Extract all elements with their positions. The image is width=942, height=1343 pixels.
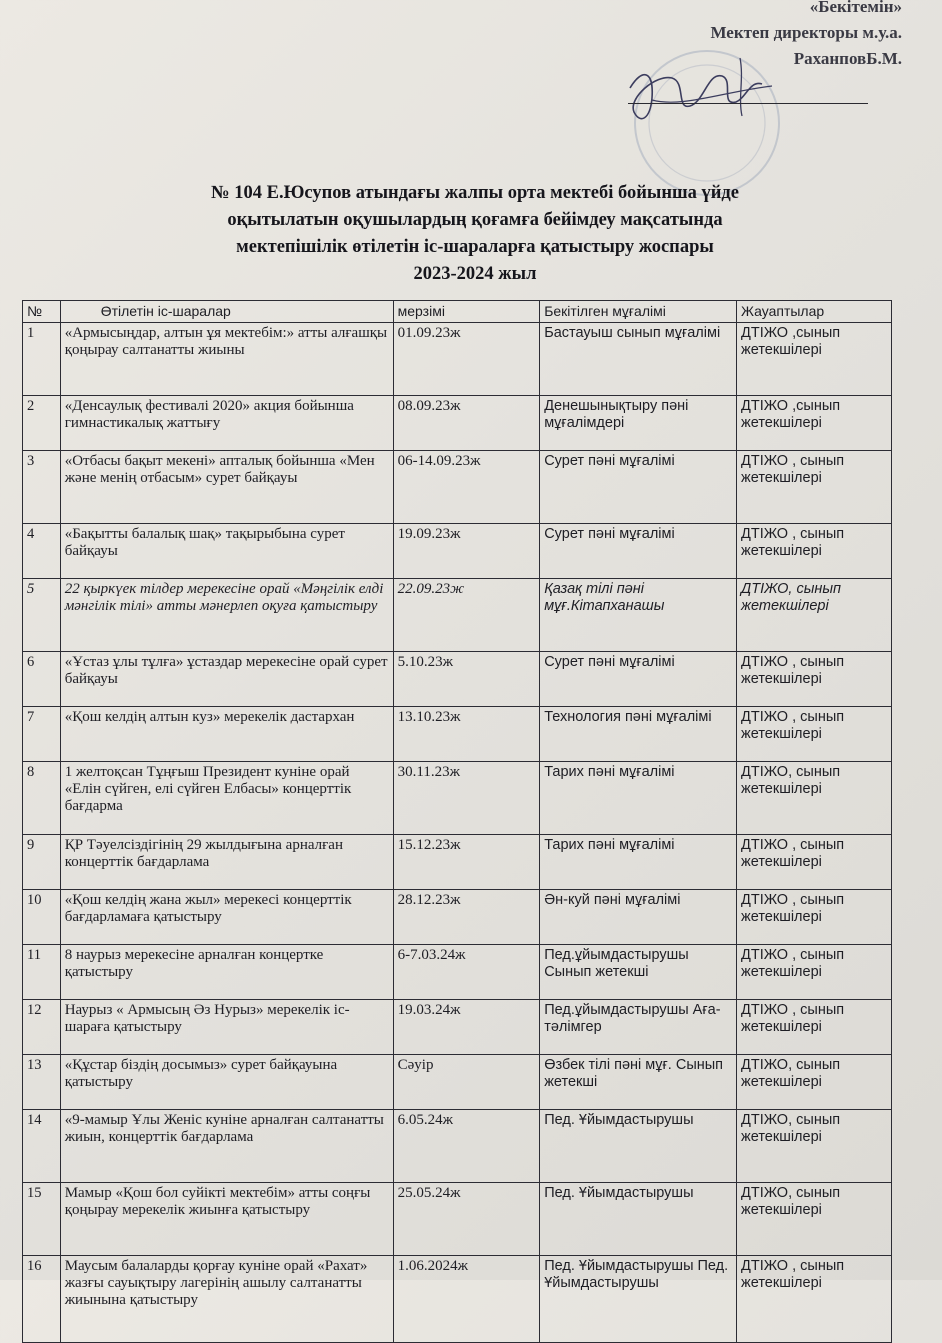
row-date: 01.09.23ж [393,323,540,396]
table-row [23,396,892,451]
table-row [23,1055,892,1110]
row-teacher: Тарих пәні мұғалімі [540,835,737,890]
row-responsible: ДТІЖО , сынып жетекшілері [737,652,892,707]
table-row [23,890,892,945]
row-teacher: Денешынықтыру пәні мұғалімдері [540,396,737,451]
row-responsible: ДТІЖО ,сынып жетекшілері [737,323,892,396]
approval-heading: «Бекітемін» [809,0,902,16]
row-number: 3 [23,451,61,524]
row-date: 06-14.09.23ж [393,451,540,524]
row-event: Наурыз « Армысың Әз Нурыз» мерекелік іс-шараға қатыстыру [60,1000,393,1055]
header-event: Өтілетін іс-шаралар [60,301,393,323]
row-event: 8 наурыз мерекесіне арналған концертке қатыстыру [60,945,393,1000]
table-row [23,524,892,579]
title-line-2: оқытылатын оқушылардың қоғамға бейімдеу мақсатында [227,210,723,230]
row-responsible: ДТІЖО, сынып жетекшілері [737,1110,892,1183]
approval-name: РаханповБ.М. [793,49,902,68]
row-number: 15 [23,1183,61,1256]
row-date: Сәуір [393,1055,540,1110]
row-event: ҚР Тәуелсіздігінің 29 жылдығына арналған концерттік бағдарлама [60,835,393,890]
table-row [23,1256,892,1343]
row-number: 13 [23,1055,61,1110]
row-date: 13.10.23ж [393,707,540,762]
row-teacher: Тарих пәні мұғалімі [540,762,737,835]
row-teacher: Бастауыш сынып мұғалімі [540,323,737,396]
row-date: 08.09.23ж [393,396,540,451]
table-row [23,762,892,835]
row-number: 9 [23,835,61,890]
header-date: мерзімі [393,301,540,323]
row-date: 6.05.24ж [393,1110,540,1183]
row-event: «Армысыңдар, алтын ұя мектебім:» атты алғашқы қоңырау салтанатты жиыны [60,323,393,396]
row-teacher: Пед. Ұйымдастырушы Пед. Ұйымдастырушы [540,1256,737,1343]
row-date: 25.05.24ж [393,1183,540,1256]
row-responsible: ДТІЖО, сынып жетекшілері [737,579,892,652]
row-responsible: ДТІЖО, сынып жетекшілері [737,1183,892,1256]
row-teacher: Сурет пәні мұғалімі [540,524,737,579]
row-number: 1 [23,323,61,396]
row-responsible: ДТІЖО , сынып жетекшілері [737,524,892,579]
row-event: Мамыр «Қош бол суйікті мектебім» атты соңғы қоңырау мерекелік жиынға қатыстыру [60,1183,393,1256]
row-responsible: ДТІЖО , сынып жетекшілері [737,707,892,762]
row-event: «Ұстаз ұлы тұлға» ұстаздар мерекесіне орай сурет байқауы [60,652,393,707]
table-row [23,835,892,890]
title-line-3: мектепішілік өтілетін іс-шараларға қатыстыру жоспары [236,237,714,257]
row-number: 7 [23,707,61,762]
header-teacher: Бекітілген мұғалімі [540,301,737,323]
table-header-row [23,301,892,323]
events-table [22,300,892,1343]
row-teacher: Технология пәні мұғалімі [540,707,737,762]
row-teacher: Пед. Ұйымдастырушы [540,1110,737,1183]
row-date: 15.12.23ж [393,835,540,890]
row-event: «Қош келдің алтын куз» мерекелік дастархан [60,707,393,762]
table-row [23,451,892,524]
row-number: 2 [23,396,61,451]
header-responsible: Жауаптылар [737,301,892,323]
approval-position: Мектеп директоры м.у.а. [710,23,902,42]
row-event: «Қош келдің жана жыл» мерекесі концерттік бағдарламаға қатыстыру [60,890,393,945]
row-event: 22 қыркүек тілдер мерекесіне орай «Мәңгілік елді мәнгілік тілі» атты мәнерлеп оқуға қатыстыру [60,579,393,652]
row-number: 5 [23,579,61,652]
row-number: 16 [23,1256,61,1343]
row-event: «Отбасы бақыт мекені» апталық бойынша «Мен және менің отбасым» сурет байқауы [60,451,393,524]
row-teacher: Пед. Ұйымдастырушы [540,1183,737,1256]
row-responsible: ДТІЖО, сынып жетекшілері [737,762,892,835]
row-date: 22.09.23ж [393,579,540,652]
row-responsible: ДТІЖО , сынып жетекшілері [737,1000,892,1055]
row-teacher: Пед.ұйымдастырушы Сынып жетекші [540,945,737,1000]
row-date: 28.12.23ж [393,890,540,945]
row-event: 1 желтоқсан Тұңғыш Президент куніне орай «Елін сүйген, елі сүйген Елбасы» концерттік бағдарма [60,762,393,835]
row-date: 5.10.23ж [393,652,540,707]
table-row [23,945,892,1000]
row-teacher: Қазақ тілі пәні мұғ.Кітапханашы [540,579,737,652]
row-teacher: Сурет пәні мұғалімі [540,652,737,707]
row-number: 14 [23,1110,61,1183]
row-responsible: ДТІЖО , сынып жетекшілері [737,451,892,524]
row-responsible: ДТІЖО , сынып жетекшілері [737,835,892,890]
title-year: 2023-2024 жыл [413,264,537,284]
row-event: «9-мамыр Ұлы Женіс куніне арналған салтанатты жиын, концерттік бағдарлама [60,1110,393,1183]
row-teacher: Өзбек тілі пәні мұғ. Сынып жетекші [540,1055,737,1110]
row-number: 11 [23,945,61,1000]
row-teacher: Пед.ұйымдастырушы Аға-тәлімгер [540,1000,737,1055]
row-number: 8 [23,762,61,835]
table-row [23,1183,892,1256]
row-number: 10 [23,890,61,945]
row-teacher: Сурет пәні мұғалімі [540,451,737,524]
row-event: «Құстар біздің досымыз» сурет байқауына қатыстыру [60,1055,393,1110]
row-event: Маусым балаларды қорғау куніне орай «Рахат» жазғы сауықтыру лагерінің ашылу салтанатты жиынына қатыстыру [60,1256,393,1343]
signature-line [628,103,868,104]
approval-block [582,0,902,72]
title-line-1: № 104 Е.Юсупов атындағы жалпы орта мектебі бойынша үйде [211,183,739,203]
row-date: 19.03.24ж [393,1000,540,1055]
row-number: 4 [23,524,61,579]
table-row [23,1110,892,1183]
row-event: «Денсаулық фестивалі 2020» акция бойынша гимнастикалық жаттығу [60,396,393,451]
document-title [60,180,890,288]
row-responsible: ДТІЖО , сынып жетекшілері [737,945,892,1000]
row-responsible: ДТІЖО , сынып жетекшілері [737,1256,892,1343]
table-row [23,1000,892,1055]
row-teacher: Ән-куй пәні мұғалімі [540,890,737,945]
row-event: «Бақытты балалық шақ» тақырыбына сурет байқауы [60,524,393,579]
row-date: 6-7.03.24ж [393,945,540,1000]
table-row [23,579,892,652]
table-row [23,652,892,707]
row-responsible: ДТІЖО ,сынып жетекшілері [737,396,892,451]
table-row [23,707,892,762]
signature-scribble [630,75,762,119]
table-row [23,323,892,396]
row-date: 19.09.23ж [393,524,540,579]
row-date: 30.11.23ж [393,762,540,835]
row-number: 6 [23,652,61,707]
row-responsible: ДТІЖО, сынып жетекшілері [737,1055,892,1110]
row-date: 1.06.2024ж [393,1256,540,1343]
row-number: 12 [23,1000,61,1055]
header-number: № [23,301,61,323]
row-responsible: ДТІЖО , сынып жетекшілері [737,890,892,945]
